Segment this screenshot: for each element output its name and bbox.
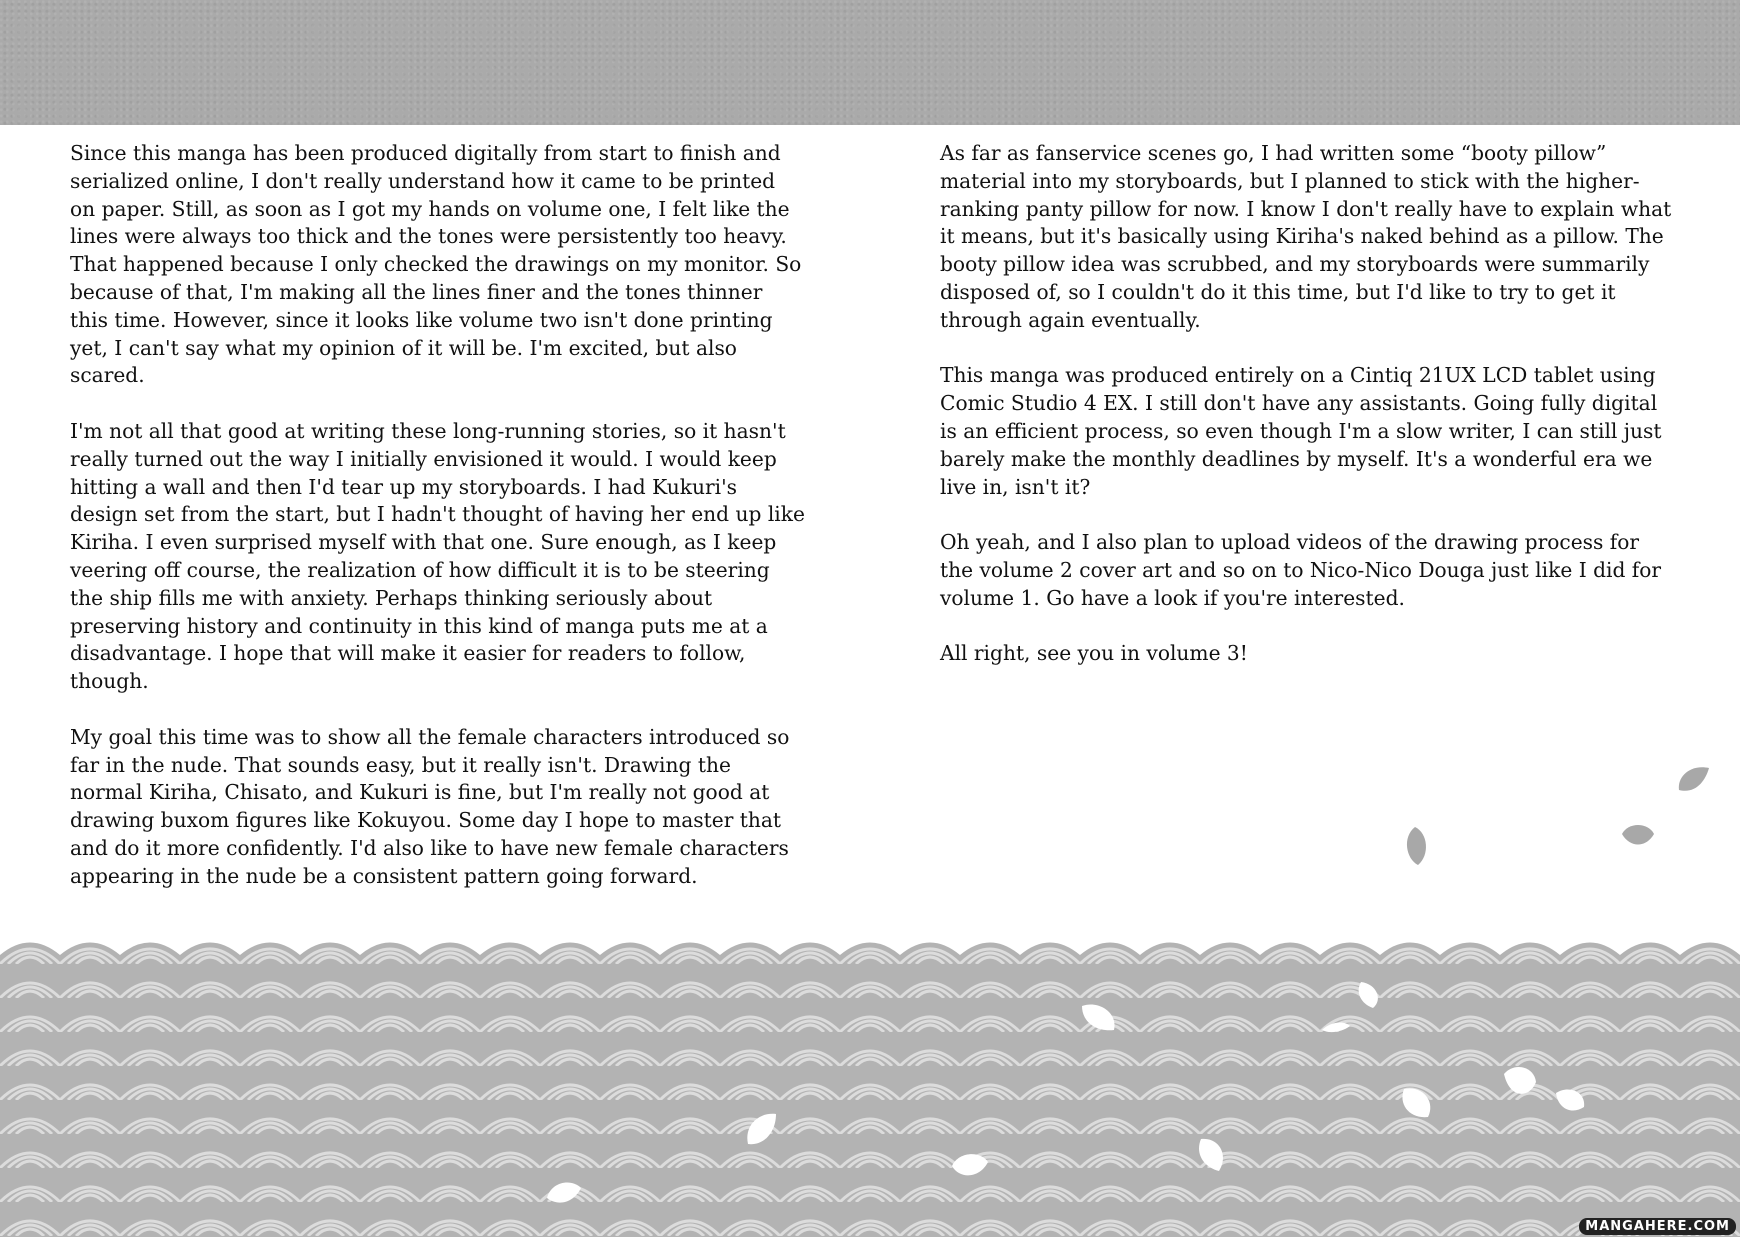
paragraph: All right, see you in volume 3! — [940, 641, 1248, 666]
wave-pattern — [0, 930, 1740, 1237]
top-gray-band — [0, 0, 1740, 125]
right-text-column — [940, 140, 1675, 696]
petal-icon — [1552, 1085, 1588, 1115]
paragraph: I'm not all that good at writing these long-running stories, so it hasn't really turned out the way I initially envisioned it would. I would keep hitting a wall and then I'd tear up my storyboards. I had Kukuri's design set from the start, but I hadn't thought of having her end up like Kiriha. I even surprised myself with that one. Sure enough, as I keep veering off course, the realization of how difficult it is to be steering the ship fills me with anxiety. Perhaps thinking seriously about preserving history and continuity in this kind of manga puts me at a disadvantage. I hope that will make it easier for readers to follow, though. — [70, 418, 805, 694]
petal-icon — [1320, 1020, 1352, 1034]
petal-icon — [1078, 1000, 1120, 1034]
paragraph: Oh yeah, and I also plan to upload videos of the drawing process for the volume 2 cover art and so on to Nico-Nico Douga just like I did for volume 1. Go have a look if you're interested. — [940, 530, 1662, 610]
petal-icon — [1620, 820, 1656, 850]
petal-icon — [1500, 1062, 1540, 1102]
paragraph: My goal this time was to show all the female characters introduced so far in the nude. That sounds easy, but it really isn't. Drawing the normal Kiriha, Chisato, and Kukuri is fine, but I'm really not good at drawing buxom figures like Kokuyou. Some day I hope to master that and do it more confidently. I'd also like to have new female characters appearing in the nude be a consistent pattern going forward. — [70, 724, 790, 888]
petal-icon — [545, 1178, 583, 1206]
paragraph: This manga was produced entirely on a Cintiq 21UX LCD tablet using Comic Studio 4 EX. I still don't have any assistants. Going fully digital is an efficient process, so even though I'm a slow writer, I can still just barely make the monthly deadlines by myself. It's a wonderful era we live in, isn't it? — [940, 363, 1662, 499]
petal-icon — [950, 1150, 990, 1180]
left-text-column — [70, 140, 805, 918]
petal-icon — [1396, 1085, 1436, 1121]
petal-icon — [1400, 825, 1430, 867]
petal-icon — [1675, 762, 1715, 796]
paragraph: Since this manga has been produced digitally from start to finish and serialized online, I don't really understand how it came to be printed on paper. Still, as soon as I got my hands on volume one, I felt like the lines were always too thick and the tones were persistently too heavy. That happened because I only checked the drawings on my monitor. So because of that, I'm making all the lines finer and the tones thinner this time. However, since it looks like volume two isn't done printing yet, I can't say what my opinion of it will be. I'm excited, but also scared. — [70, 141, 802, 388]
petal-icon — [1355, 980, 1383, 1010]
petal-icon — [742, 1110, 780, 1148]
paragraph: As far as fanservice scenes go, I had written some “booty pillow” material into my storyboards, but I planned to stick with the higher-ranking panty pillow for now. I know I don't really have to explain what it means, but it's basically using Kiriha's naked behind as a pillow. The booty pillow idea was scrubbed, and my storyboards were summarily disposed of, so I couldn't do it this time, but I'd like to try to get it through again eventually. — [940, 141, 1672, 332]
watermark: MANGAHERE.COM — [1579, 1218, 1736, 1235]
petal-icon — [1195, 1135, 1229, 1173]
